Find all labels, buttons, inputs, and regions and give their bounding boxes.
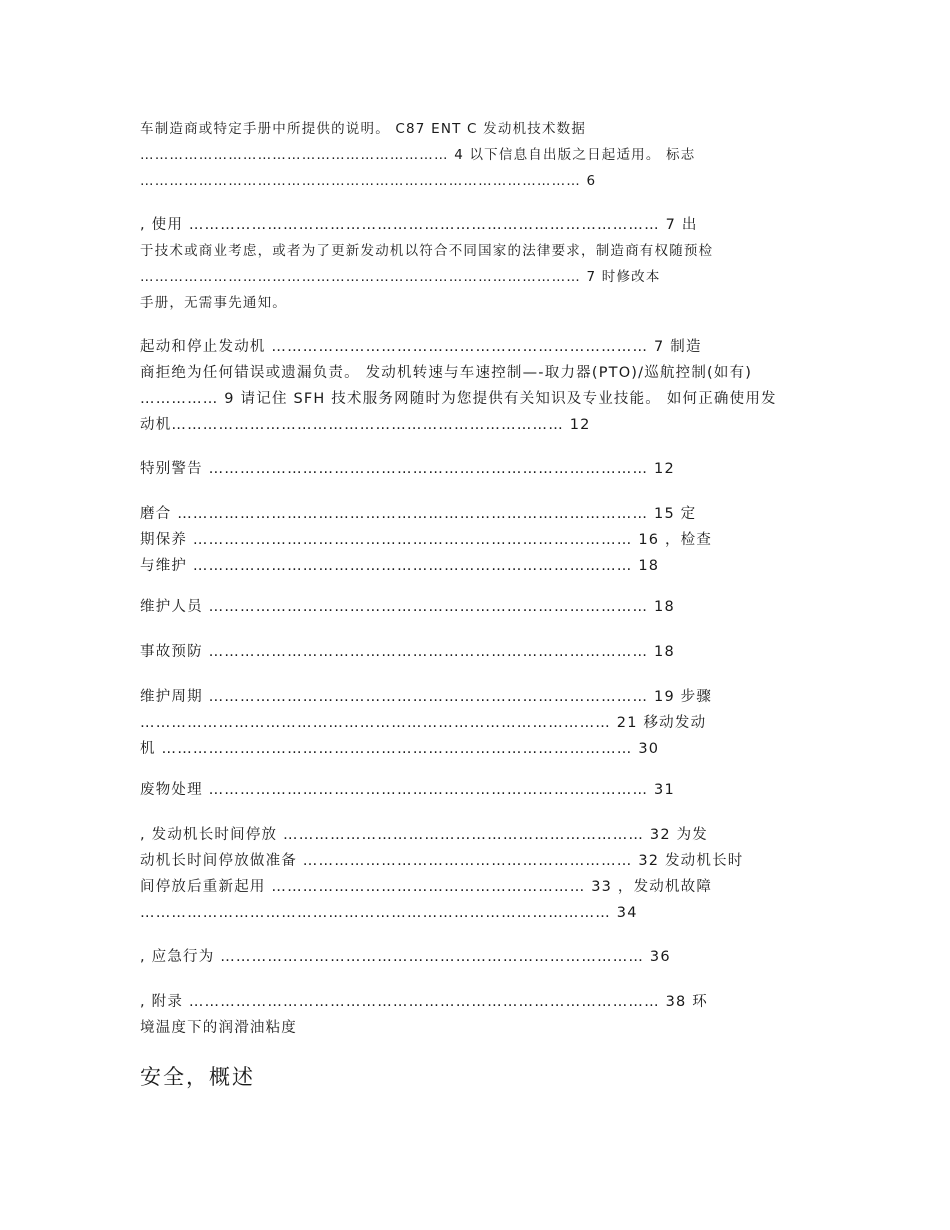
toc-line: ……………………………………………………………………………… 34 bbox=[140, 905, 638, 921]
toc-entry-group-10 bbox=[140, 822, 815, 926]
toc-line: 动机长时间停放做准备 ……………………………………………………… 32 发动机长时 bbox=[140, 853, 744, 869]
toc-line: 期保养 ………………………………………………………………………… 16 ，检查 bbox=[140, 532, 713, 548]
toc-line: 商拒绝为任何错误或遗漏负责。 发动机转速与车速控制—-取力器(PTO)/巡航控制(如有) bbox=[140, 365, 753, 381]
toc-line: ……………………………………………………… 4 以下信息自出版之日起适用。 标志 bbox=[140, 147, 696, 163]
toc-line: 事故预防 ………………………………………………………………………… 18 bbox=[140, 644, 675, 660]
toc-line: , 使用 ……………………………………………………………………………… 7 出 bbox=[140, 217, 698, 233]
toc-line: 维护人员 ………………………………………………………………………… 18 bbox=[140, 599, 675, 615]
toc-line: 境温度下的润滑油粘度 bbox=[140, 1020, 297, 1036]
toc-entry-group-3 bbox=[140, 334, 815, 438]
toc-entry-emergency bbox=[140, 944, 815, 970]
toc-line: 磨合 ……………………………………………………………………………… 15 定 bbox=[140, 506, 697, 522]
toc-entry-group-2 bbox=[140, 212, 815, 316]
toc-line: , 发动机长时间停放 …………………………………………………………… 32 为发 bbox=[140, 827, 708, 843]
toc-entry-group-1 bbox=[140, 116, 815, 194]
toc-line: ……………………………………………………………………………… 6 bbox=[140, 173, 597, 189]
toc-entry-waste-disposal bbox=[140, 777, 815, 803]
toc-line: ……………………………………………………………………………… 7 时修改本 bbox=[140, 269, 661, 285]
toc-line: , 附录 ……………………………………………………………………………… 38 环 bbox=[140, 994, 708, 1010]
toc-line: , 应急行为 ……………………………………………………………………… 36 bbox=[140, 949, 671, 965]
toc-line: …………… 9 请记住 SFH 技术服务网随时为您提供有关知识及专业技能。 如何正确使用发 bbox=[140, 391, 777, 407]
toc-entry-group-5 bbox=[140, 501, 815, 579]
toc-entry-special-warning bbox=[140, 456, 815, 482]
toc-line: 起动和停止发动机 ……………………………………………………………… 7 制造 bbox=[140, 339, 702, 355]
toc-entry-accident-prevention bbox=[140, 639, 815, 665]
toc-line: 车制造商或特定手册中所提供的说明。 C87 ENT C 发动机技术数据 bbox=[140, 121, 587, 137]
toc-entry-maintenance-staff bbox=[140, 594, 815, 620]
toc-line: 于技术或商业考虑，或者为了更新发动机以符合不同国家的法律要求，制造商有权随预检 bbox=[140, 243, 714, 259]
toc-entry-group-12 bbox=[140, 989, 815, 1041]
toc-line: 特别警告 ………………………………………………………………………… 12 bbox=[140, 461, 675, 477]
toc-line: 机 ……………………………………………………………………………… 30 bbox=[140, 741, 660, 757]
toc-line: ……………………………………………………………………………… 21 移动发动 bbox=[140, 715, 707, 731]
toc-line: 与维护 ………………………………………………………………………… 18 bbox=[140, 558, 660, 574]
toc-line: 动机………………………………………………………………… 12 bbox=[140, 417, 591, 433]
toc-entry-group-8 bbox=[140, 684, 815, 762]
toc-line: 废物处理 ………………………………………………………………………… 31 bbox=[140, 782, 675, 798]
toc-line: 手册，无需事先通知。 bbox=[140, 295, 287, 311]
toc-line: 维护周期 ………………………………………………………………………… 19 步骤 bbox=[140, 689, 713, 705]
toc-line: 间停放后重新起用 …………………………………………………… 33 ，发动机故障 bbox=[140, 879, 713, 895]
section-heading: 安全，概述 bbox=[140, 1065, 255, 1089]
